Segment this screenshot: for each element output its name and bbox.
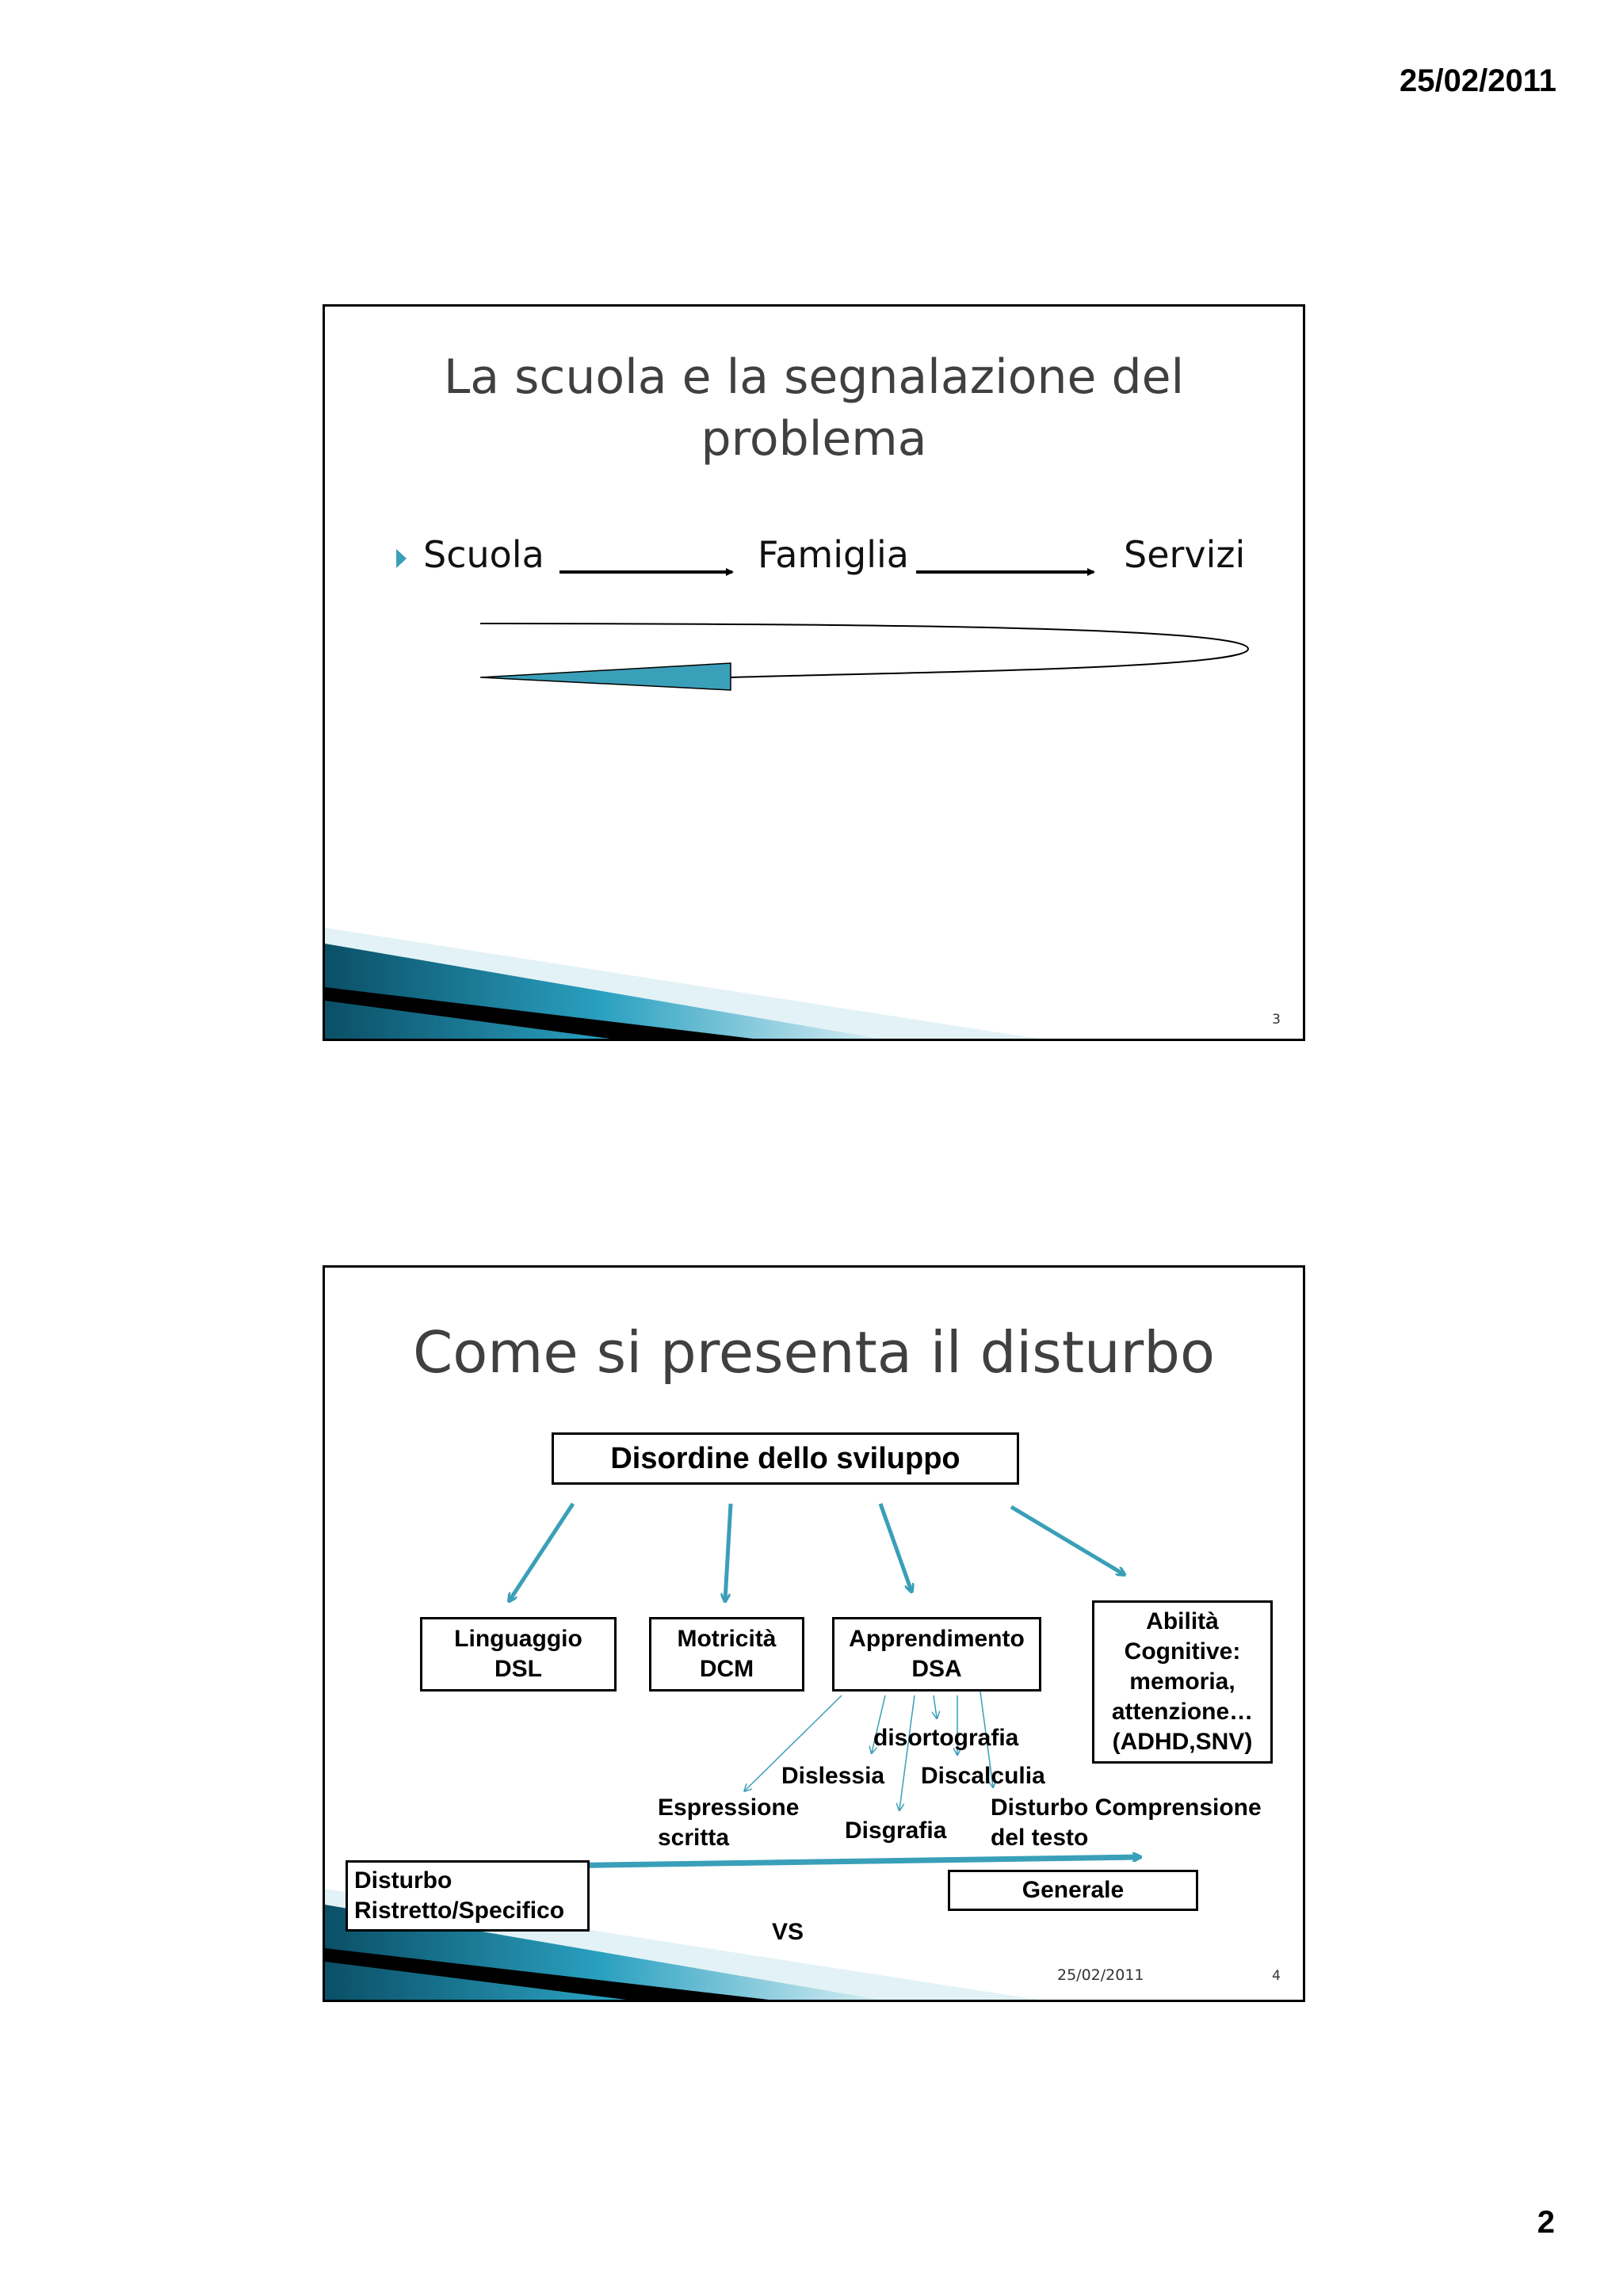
return-arrowhead (480, 663, 731, 690)
subtype-comprensione-testo: Disturbo Comprensione del testo (991, 1794, 1262, 1851)
page-number: 2 (1537, 2205, 1555, 2240)
slide-number: 3 (1272, 1012, 1281, 1028)
slide-3 (323, 304, 1305, 1041)
specific-box: Disturbo Ristretto/Specifico (346, 1860, 590, 1932)
slide-footer-date: 25/02/2011 (1057, 1966, 1144, 1984)
arrow-to-apprendimento (880, 1504, 911, 1591)
page-date: 25/02/2011 (1400, 63, 1556, 98)
arrow-to-linguaggio (510, 1504, 573, 1600)
return-curve (480, 624, 1248, 677)
flow-scuola: Scuola (423, 533, 544, 576)
slide-number: 4 (1272, 1968, 1281, 1984)
root-box: Disordine dello sviluppo (552, 1432, 1019, 1485)
flow-servizi: Servizi (1124, 533, 1246, 576)
category-linguaggio: Linguaggio DSL (420, 1617, 617, 1691)
slide-title: Come si presenta il disturbo (412, 1319, 1216, 1386)
general-box: Generale (948, 1870, 1198, 1911)
flow-famiglia: Famiglia (758, 533, 909, 576)
subtype-disortografia: disortografia (873, 1725, 1019, 1751)
subtype-dislessia: Dislessia (781, 1763, 885, 1789)
subtype-discalculia: Discalculia (921, 1763, 1045, 1789)
category-motricita: Motricità DCM (649, 1617, 804, 1691)
category-apprendimento: Apprendimento DSA (832, 1617, 1041, 1691)
vs-label: VS (772, 1919, 804, 1945)
slide-title: La scuola e la segnalazione del problema (443, 349, 1185, 467)
subtype-espressione-scritta: Espressione scritta (658, 1794, 800, 1851)
category-abilita: Abilità Cognitive: memoria, attenzione… (ADHD,SNV) (1092, 1600, 1273, 1764)
arrow-to-disortografia (934, 1695, 937, 1718)
subtype-disgrafia: Disgrafia (845, 1817, 947, 1844)
slide-4 (323, 1265, 1305, 2002)
flow-arrows (325, 307, 1305, 1041)
arrow-to-motricita (725, 1504, 731, 1600)
arrow-to-abilita (1011, 1507, 1124, 1574)
